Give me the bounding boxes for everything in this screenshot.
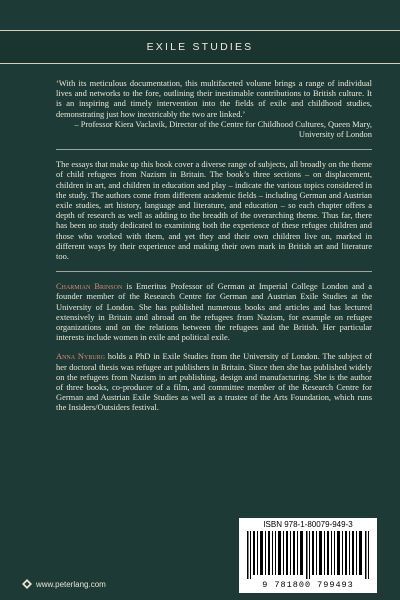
- isbn-label: ISBN 978-1-80079-949-3: [263, 520, 353, 529]
- barcode-box: [239, 518, 377, 593]
- publisher-url[interactable]: www.peterlang.com: [36, 579, 106, 589]
- back-cover-text: [56, 78, 372, 422]
- peter-lang-logo-icon: [22, 579, 32, 589]
- divider: [56, 271, 372, 272]
- series-band: [0, 30, 400, 64]
- author-bio-2: [56, 351, 372, 412]
- series-title: EXILE STUDIES: [146, 41, 254, 53]
- barcode-icon: [247, 531, 369, 579]
- endorsement-attribution: – Professor Kiera Vaclavik, Director of the Centre for Childhood Cultures, Queen Mary, University of London: [74, 118, 372, 140]
- author-name-2: Anna Nyburg: [56, 351, 105, 362]
- author-bio-text-1: is Emeritus Professor of German at Imperial College London and a founder member of the Research Centre for German and Austrian Exile Studies at the University of London. She has published numerous books and articles and has lectured extensively in Britain and abroad on the refugees from Nazism, for example on refugee organizations and on the relations between the refugees and the British. Her particular interests include women in exile and political exile.: [56, 281, 372, 343]
- divider: [56, 149, 372, 150]
- book-description: The essays that make up this book cover a diverse range of subjects, all broadly on the theme of child refugees from Nazism in Britain. The book’s three sections – on displacement, children in art, and children in education and play – indicate the various topics considered in the study. The authors come from different academic fields – including German and Austrian exile studies, art history, language and literature, and education – so each chapter offers a depth of research as well as adding to the breadth of the overarching theme. Thus far, there has been no study dedicated to examining both the experience of these refugee children and those who worked with them, and yet they and their own children live on, marked in different ways by their experience and making their own mark in British art and literature too.: [56, 159, 372, 262]
- author-bio-text-2: holds a PhD in Exile Studies from the University of London. The subject of her doctoral thesis was refugee art publishers in Britain. Since then she has published widely on the refugees from Nazism in art publishing, design and manufacturing. She is the author of three books, co-producer of a film, and committee member of the Research Centre for German and Austrian Exile Studies as well as a trustee of the Arts Foundation, which runs the Insiders/Outsiders festival.: [56, 351, 372, 413]
- barcode-digits: 9 781800 799493: [262, 580, 354, 590]
- endorsement-quote: ‘With its meticulous documentation, this multifaceted volume brings a range of individual lives and networks to the fore, outlining their inestimable contributions to British culture. It is an inspiring and timely intervention into the fields of exile and childhood studies, demonstrating just how inextricably the two are linked.’: [56, 78, 372, 119]
- author-name-1: Charmian Brinson: [56, 281, 123, 292]
- author-bio-1: [56, 281, 372, 342]
- publisher[interactable]: [22, 579, 106, 589]
